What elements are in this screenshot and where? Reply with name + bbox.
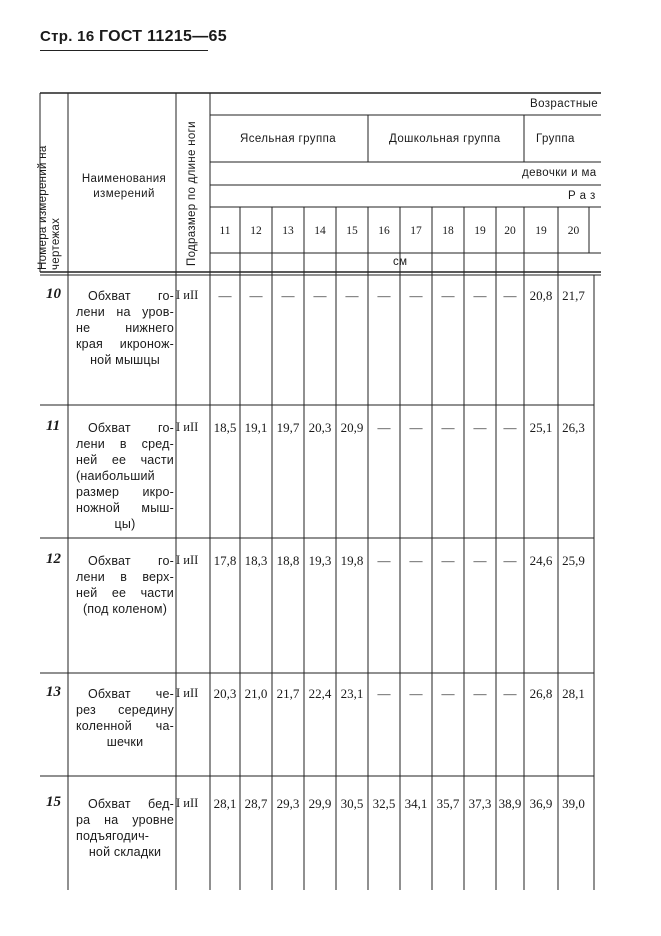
row-value: 20,3: [308, 420, 332, 435]
row-value: —: [409, 420, 423, 435]
row-value: —: [377, 288, 391, 303]
row-value: 26,8: [529, 686, 553, 701]
size-col-header: 13: [282, 225, 294, 237]
row-name-line: размер икро-: [76, 485, 174, 499]
row-value: 26,3: [562, 420, 585, 435]
row-name: [76, 553, 174, 617]
size-header: Р а з: [568, 190, 596, 202]
row-subsize: I иII: [176, 553, 199, 567]
row-value: 19,1: [244, 420, 268, 435]
col-subsize-header: Подразмер по длине ноги: [186, 121, 198, 266]
row-value: 35,7: [436, 796, 460, 811]
row-value: 19,7: [276, 420, 300, 435]
size-col-header: 14: [314, 225, 326, 237]
row-name-line: лени на уров-: [76, 305, 174, 319]
size-col-header: 20: [504, 225, 516, 237]
row-value: 20,3: [213, 686, 237, 701]
row-name-line: (под коленом): [82, 602, 168, 616]
row-value: —: [473, 420, 487, 435]
row-value: 38,9: [498, 796, 522, 811]
row-value: —: [503, 420, 517, 435]
row-value: 18,5: [213, 420, 237, 435]
row-name-line: Обхват бед-: [88, 797, 174, 811]
row-value: 21,7: [276, 686, 300, 701]
size-col-header: 15: [346, 225, 358, 237]
row-name-line: ножной мыш-: [76, 501, 174, 515]
row-value: 18,8: [276, 553, 300, 568]
row-name-line: цы): [114, 517, 136, 531]
row-name-line: ней ее части: [76, 586, 174, 600]
row-value: 17,8: [213, 553, 237, 568]
row-value: 29,3: [276, 796, 300, 811]
row-name-line: шечки: [106, 735, 144, 749]
row-name-line: коленной ча-: [76, 719, 174, 733]
row-value: 25,9: [562, 553, 585, 568]
row-number: 13: [46, 684, 61, 700]
row-value: 25,1: [529, 420, 553, 435]
row-value: —: [503, 288, 517, 303]
row-value: 21,7: [562, 288, 585, 303]
row-value: 39,0: [562, 796, 585, 811]
row-value: —: [409, 686, 423, 701]
row-subsize: I иII: [176, 686, 199, 700]
row-value: 29,9: [308, 796, 332, 811]
row-name-line: Обхват го-: [88, 289, 174, 303]
row-value: —: [503, 553, 517, 568]
row-value: 18,3: [244, 553, 268, 568]
row-value: 21,0: [244, 686, 268, 701]
row-value: 28,1: [213, 796, 237, 811]
age-header: Возрастные: [530, 98, 599, 110]
row-name-line: Обхват го-: [88, 421, 174, 435]
page-number: Стр. 16: [40, 28, 95, 45]
unit-header: см: [393, 256, 408, 268]
row-value: —: [249, 288, 263, 303]
row-value: 23,1: [340, 686, 364, 701]
row-name-line: не нижнего: [76, 321, 174, 335]
row-value: —: [313, 288, 327, 303]
row-value: 19,8: [340, 553, 364, 568]
size-col-header: 19: [474, 225, 486, 237]
row-name: [76, 686, 174, 750]
row-value: —: [281, 288, 295, 303]
row-subsize: I иII: [176, 288, 199, 302]
row-number: 12: [46, 551, 61, 567]
row-name-line: рез середину: [76, 703, 174, 717]
size-col-header: 12: [250, 225, 262, 237]
size-col-header: 19: [535, 225, 547, 237]
row-value: —: [409, 553, 423, 568]
size-col-header: 17: [410, 225, 422, 237]
row-value: —: [441, 288, 455, 303]
row-number: 15: [46, 794, 61, 810]
document-code: ГОСТ 11215—65: [98, 28, 227, 45]
row-value: —: [377, 553, 391, 568]
row-value: 28,1: [562, 686, 585, 701]
row-value: —: [218, 288, 232, 303]
row-value: 19,3: [308, 553, 332, 568]
row-value: 20,9: [340, 420, 364, 435]
row-value: —: [441, 420, 455, 435]
row-value: 32,5: [372, 796, 396, 811]
row-value: 24,6: [529, 553, 553, 568]
row-value: 20,8: [529, 288, 553, 303]
row-value: 34,1: [404, 796, 428, 811]
row-value: 30,5: [340, 796, 364, 811]
row-value: —: [473, 553, 487, 568]
row-name: [76, 420, 174, 532]
row-name-line: Обхват че-: [88, 687, 174, 701]
row-value: —: [441, 553, 455, 568]
group-preschool-header: Дошкольная группа: [389, 133, 501, 145]
row-name-line: лени в сред-: [76, 437, 174, 451]
row-value: —: [377, 686, 391, 701]
row-value: 22,4: [308, 686, 332, 701]
col-number-header: Номера измерений на чертежах: [37, 145, 62, 270]
row-name-line: ней ее части: [76, 453, 174, 467]
group-school-header: Группа: [536, 133, 575, 145]
size-col-header: 11: [219, 225, 231, 237]
row-number: 11: [46, 418, 61, 434]
gender-header: девочки и ма: [522, 167, 597, 179]
row-value: —: [345, 288, 359, 303]
row-value: —: [473, 288, 487, 303]
row-name-line: ной складки: [88, 845, 162, 859]
row-value: —: [377, 420, 391, 435]
col-name-header: Наименования измерений: [81, 173, 167, 200]
row-value: 36,9: [529, 796, 553, 811]
group-nursery-header: Ясельная группа: [240, 133, 337, 145]
row-value: 37,3: [468, 796, 492, 811]
row-value: —: [473, 686, 487, 701]
row-value: —: [441, 686, 455, 701]
size-col-header: 16: [378, 225, 390, 237]
row-name-line: Обхват го-: [88, 554, 174, 568]
row-name-line: ной мышцы: [90, 353, 160, 367]
row-subsize: I иII: [176, 796, 199, 810]
size-col-header: 18: [442, 225, 454, 237]
row-value: —: [409, 288, 423, 303]
row-number: 10: [46, 286, 61, 302]
row-name-line: края икронож-: [76, 337, 174, 351]
row-name-line: подъягодич-: [76, 829, 150, 843]
row-value: —: [503, 686, 517, 701]
row-name-line: лени в верх-: [76, 570, 174, 584]
row-name: [76, 288, 174, 368]
row-name-line: ра на уровне: [76, 813, 174, 827]
row-name-line: (наибольший: [76, 469, 155, 483]
row-name: [76, 796, 174, 860]
row-value: 28,7: [244, 796, 268, 811]
row-subsize: I иII: [176, 420, 199, 434]
size-col-header: 20: [567, 225, 580, 237]
